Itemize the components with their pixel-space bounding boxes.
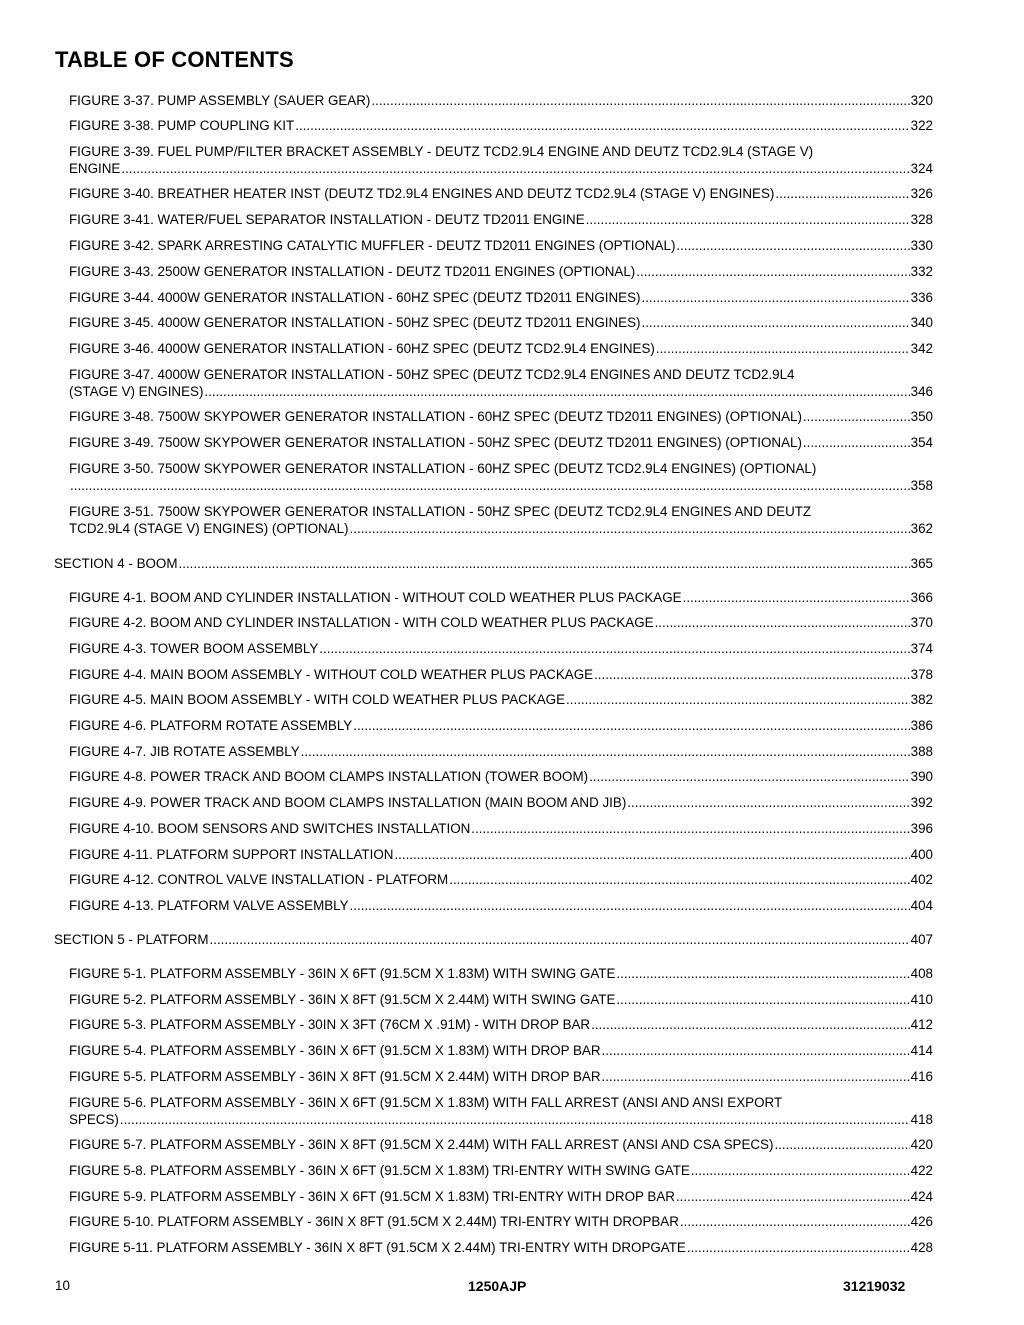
footer-page-number: 10 <box>55 1278 70 1293</box>
dot-leader <box>602 1068 910 1085</box>
toc-page-number: 390 <box>910 769 933 784</box>
dot-leader <box>449 871 909 888</box>
toc-entry-title: FIGURE 5-4. PLATFORM ASSEMBLY - 36IN X 6FT (91.5CM X 1.83M) WITH DROP BAR <box>69 1043 601 1058</box>
toc-figure-entry[interactable] <box>69 871 933 888</box>
dot-leader <box>616 991 909 1008</box>
toc-entry-title: TCD2.9L4 (STAGE V) ENGINES) (OPTIONAL) <box>69 521 349 536</box>
toc-figure-entry[interactable] <box>69 1213 933 1230</box>
toc-entry-title: (STAGE V) ENGINES) <box>69 384 204 399</box>
dot-leader <box>656 340 910 357</box>
toc-page-number: 428 <box>910 1240 933 1255</box>
toc-page-number: 404 <box>910 898 933 913</box>
toc-entry-title: FIGURE 5-1. PLATFORM ASSEMBLY - 36IN X 6FT (91.5CM X 1.83M) WITH SWING GATE <box>69 966 616 981</box>
toc-page-number: 414 <box>910 1043 933 1058</box>
dot-leader <box>566 691 910 708</box>
toc-figure-entry[interactable] <box>69 743 933 760</box>
toc-figure-entry[interactable] <box>69 640 933 657</box>
dot-leader <box>655 614 910 631</box>
page-title: TABLE OF CONTENTS <box>55 47 294 72</box>
toc-figure-entry[interactable] <box>69 1188 933 1205</box>
dot-leader <box>774 1136 909 1153</box>
toc-page-number: 342 <box>910 341 933 356</box>
toc-page-number: 410 <box>910 992 933 1007</box>
toc-entry-title: FIGURE 4-12. CONTROL VALVE INSTALLATION - PLATFORM <box>69 872 449 887</box>
toc-page-number: 388 <box>910 744 933 759</box>
toc-page-number: 326 <box>910 186 933 201</box>
dot-leader <box>121 160 909 177</box>
toc-page-number: 322 <box>910 118 933 133</box>
toc-figure-entry[interactable] <box>69 717 933 734</box>
dot-leader <box>350 897 910 914</box>
toc-entry-title: FIGURE 3-37. PUMP ASSEMBLY (SAUER GEAR) <box>69 93 371 108</box>
toc-figure-entry[interactable] <box>69 1068 933 1085</box>
toc-figure-entry[interactable] <box>69 846 933 863</box>
toc-page-number: 396 <box>910 821 933 836</box>
toc-figure-entry[interactable] <box>69 263 933 280</box>
toc-figure-entry[interactable] <box>69 185 933 202</box>
toc-figure-entry[interactable] <box>69 237 933 254</box>
dot-leader <box>319 640 909 657</box>
toc-page-number: 422 <box>910 1163 933 1178</box>
dot-leader <box>589 768 910 785</box>
toc-figure-entry[interactable] <box>69 289 933 306</box>
dot-leader <box>353 717 909 734</box>
toc-entry-title: FIGURE 5-8. PLATFORM ASSEMBLY - 36IN X 6FT (91.5CM X 1.83M) TRI-ENTRY WITH SWING GATE <box>69 1163 690 1178</box>
toc-figure-entry[interactable] <box>69 434 933 451</box>
dot-leader <box>602 1042 910 1059</box>
dot-leader <box>594 666 910 683</box>
dot-leader <box>680 1213 910 1230</box>
toc-entry-title: FIGURE 3-46. 4000W GENERATOR INSTALLATION - 60HZ SPEC (DEUTZ TCD2.9L4 ENGINES) <box>69 341 655 356</box>
toc-page-number: 370 <box>910 615 933 630</box>
dot-leader <box>471 820 909 837</box>
toc-page-number: 412 <box>910 1017 933 1032</box>
toc-entry-title: FIGURE 4-6. PLATFORM ROTATE ASSEMBLY <box>69 718 353 733</box>
dot-leader <box>676 1188 910 1205</box>
toc-page-number: 366 <box>910 590 933 605</box>
toc-page-number: 332 <box>910 264 933 279</box>
toc-entry-title: FIGURE 5-11. PLATFORM ASSEMBLY - 36IN X 8FT (91.5CM X 2.44M) TRI-ENTRY WITH DROPGATE <box>69 1240 686 1255</box>
toc-figure-entry[interactable] <box>69 1136 933 1153</box>
dot-leader <box>301 743 910 760</box>
dot-leader <box>641 314 909 331</box>
dot-leader <box>371 92 909 109</box>
toc-entry-title: FIGURE 4-10. BOOM SENSORS AND SWITCHES INSTALLATION <box>69 821 471 836</box>
toc-entry-title: FIGURE 4-1. BOOM AND CYLINDER INSTALLATION - WITHOUT COLD WEATHER PLUS PACKAGE <box>69 590 682 605</box>
dot-leader <box>641 289 909 306</box>
toc-figure-entry[interactable] <box>69 117 933 134</box>
toc-entry-title: FIGURE 3-45. 4000W GENERATOR INSTALLATION - 50HZ SPEC (DEUTZ TD2011 ENGINES) <box>69 315 641 330</box>
toc-entry-title: FIGURE 5-3. PLATFORM ASSEMBLY - 30IN X 3FT (76CM X .91M) - WITH DROP BAR <box>69 1017 591 1032</box>
toc-entry-title: FIGURE 4-5. MAIN BOOM ASSEMBLY - WITH COLD WEATHER PLUS PACKAGE <box>69 692 566 707</box>
toc-entry-title: FIGURE 4-8. POWER TRACK AND BOOM CLAMPS INSTALLATION (TOWER BOOM) <box>69 769 589 784</box>
toc-page-number: 328 <box>910 212 933 227</box>
toc-entry-title: FIGURE 4-13. PLATFORM VALVE ASSEMBLY <box>69 898 349 913</box>
toc-figure-entry[interactable] <box>69 1042 933 1059</box>
dot-leader <box>627 794 909 811</box>
toc-entry-title: FIGURE 5-9. PLATFORM ASSEMBLY - 36IN X 6FT (91.5CM X 1.83M) TRI-ENTRY WITH DROP BAR <box>69 1189 675 1204</box>
toc-entry-title: FIGURE 5-2. PLATFORM ASSEMBLY - 36IN X 8FT (91.5CM X 2.44M) WITH SWING GATE <box>69 992 616 1007</box>
toc-entry-title: FIGURE 3-49. 7500W SKYPOWER GENERATOR INSTALLATION - 50HZ SPEC (DEUTZ TD2011 ENGINES) (OPTIONAL) <box>69 435 802 450</box>
toc-page-number: 407 <box>910 932 933 947</box>
toc-page-number: 324 <box>910 161 933 176</box>
toc-page-number: 418 <box>910 1112 933 1127</box>
toc-entry-title: FIGURE 5-6. PLATFORM ASSEMBLY - 36IN X 6FT (91.5CM X 1.83M) WITH FALL ARREST (ANSI AND ANSI EXPORT <box>69 1095 783 1110</box>
toc-figure-entry[interactable] <box>69 1016 933 1033</box>
toc-figure-entry[interactable] <box>69 768 933 785</box>
toc-entry-title: FIGURE 3-50. 7500W SKYPOWER GENERATOR INSTALLATION - 60HZ SPEC (DEUTZ TCD2.9L4 ENGINES) (OPTIONAL) <box>69 461 817 476</box>
toc-page-number: 386 <box>910 718 933 733</box>
toc-entry-title: FIGURE 3-44. 4000W GENERATOR INSTALLATION - 60HZ SPEC (DEUTZ TD2011 ENGINES) <box>69 290 641 305</box>
toc-page-number: 362 <box>910 521 933 536</box>
toc-figure-entry[interactable] <box>69 143 933 177</box>
dot-leader <box>350 520 910 537</box>
toc-figure-entry[interactable] <box>69 691 933 708</box>
footer-model: 1250AJP <box>468 1278 527 1294</box>
toc-figure-entry[interactable] <box>69 965 933 982</box>
toc-entry-title: SECTION 4 - BOOM <box>54 556 178 571</box>
dot-leader <box>803 434 910 451</box>
toc-entry-title: FIGURE 5-5. PLATFORM ASSEMBLY - 36IN X 8FT (91.5CM X 2.44M) WITH DROP BAR <box>69 1069 601 1084</box>
toc-figure-entry[interactable] <box>69 666 933 683</box>
toc-page-number: 354 <box>910 435 933 450</box>
toc-entry-title: FIGURE 3-43. 2500W GENERATOR INSTALLATION - DEUTZ TD2011 ENGINES (OPTIONAL) <box>69 264 636 279</box>
toc-entry-title: FIGURE 3-48. 7500W SKYPOWER GENERATOR INSTALLATION - 60HZ SPEC (DEUTZ TD2011 ENGINES) (OPTIONAL) <box>69 409 802 424</box>
dot-leader <box>394 846 909 863</box>
toc-page-number: 340 <box>910 315 933 330</box>
toc-entry-title: FIGURE 3-40. BREATHER HEATER INST (DEUTZ TD2.9L4 ENGINES AND DEUTZ TCD2.9L4 (STAGE V) ENGINES) <box>69 186 775 201</box>
toc-section-entry[interactable] <box>54 555 933 572</box>
toc-figure-entry[interactable] <box>69 1239 933 1256</box>
toc-page-number: 420 <box>910 1137 933 1152</box>
dot-leader <box>179 555 910 572</box>
toc-figure-entry[interactable] <box>69 897 933 914</box>
toc-entry-title: FIGURE 5-10. PLATFORM ASSEMBLY - 36IN X 8FT (91.5CM X 2.44M) TRI-ENTRY WITH DROPBAR <box>69 1214 679 1229</box>
dot-leader <box>295 117 909 134</box>
toc-entry-title: FIGURE 4-7. JIB ROTATE ASSEMBLY <box>69 744 300 759</box>
dot-leader <box>70 477 910 494</box>
toc-page-number: 346 <box>910 384 933 399</box>
toc-figure-entry[interactable] <box>69 408 933 425</box>
toc-entry-title: SPECS) <box>69 1112 119 1127</box>
toc-entry-title: ENGINE <box>69 161 121 176</box>
dot-leader <box>687 1239 910 1256</box>
toc-page-number: 408 <box>910 966 933 981</box>
toc-page-number: 365 <box>910 556 933 571</box>
toc-section-entry[interactable] <box>54 931 933 948</box>
toc-figure-entry[interactable] <box>69 92 933 109</box>
toc-figure-entry[interactable] <box>69 794 933 811</box>
toc-figure-entry[interactable] <box>69 589 933 606</box>
toc-page-number: 382 <box>910 692 933 707</box>
toc-entry-title: FIGURE 4-3. TOWER BOOM ASSEMBLY <box>69 641 319 656</box>
toc-figure-entry[interactable] <box>69 211 933 228</box>
dot-leader <box>591 1016 910 1033</box>
toc-page-number: 330 <box>910 238 933 253</box>
toc-entry-title: FIGURE 3-47. 4000W GENERATOR INSTALLATION - 50HZ SPEC (DEUTZ TCD2.9L4 ENGINES AND DEUTZ TCD2.9L4 <box>69 367 795 382</box>
toc-entry-title: FIGURE 4-11. PLATFORM SUPPORT INSTALLATION <box>69 847 394 862</box>
toc-page-number: 336 <box>910 290 933 305</box>
toc-entry-title: SECTION 5 - PLATFORM <box>54 932 209 947</box>
toc-entry-title: FIGURE 4-9. POWER TRACK AND BOOM CLAMPS INSTALLATION (MAIN BOOM AND JIB) <box>69 795 627 810</box>
toc-entry-title: FIGURE 4-4. MAIN BOOM ASSEMBLY - WITHOUT COLD WEATHER PLUS PACKAGE <box>69 667 594 682</box>
toc-entry-title: FIGURE 3-42. SPARK ARRESTING CATALYTIC MUFFLER - DEUTZ TD2011 ENGINES (OPTIONAL) <box>69 238 676 253</box>
toc-page-number: 416 <box>910 1069 933 1084</box>
dot-leader <box>204 383 909 400</box>
toc-page-number: 350 <box>910 409 933 424</box>
dot-leader <box>210 931 910 948</box>
toc-entry-title: FIGURE 4-2. BOOM AND CYLINDER INSTALLATION - WITH COLD WEATHER PLUS PACKAGE <box>69 615 654 630</box>
dot-leader <box>803 408 910 425</box>
toc-page-number: 320 <box>910 93 933 108</box>
toc-figure-entry[interactable] <box>69 503 933 537</box>
toc-figure-entry[interactable] <box>69 614 933 631</box>
dot-leader <box>636 263 909 280</box>
toc-page-number: 374 <box>910 641 933 656</box>
dot-leader <box>616 965 909 982</box>
toc-page-number: 392 <box>910 795 933 810</box>
toc-figure-entry[interactable] <box>69 991 933 1008</box>
dot-leader <box>683 589 910 606</box>
toc-figure-entry[interactable] <box>69 340 933 357</box>
toc-page-number: 402 <box>910 872 933 887</box>
toc-entry-title: FIGURE 3-38. PUMP COUPLING KIT <box>69 118 295 133</box>
toc-page-number: 400 <box>910 847 933 862</box>
toc-page-number: 358 <box>910 478 933 493</box>
dot-leader <box>676 237 909 254</box>
toc-figure-entry[interactable] <box>69 460 933 494</box>
dot-leader <box>120 1111 910 1128</box>
toc-entry-title: FIGURE 3-41. WATER/FUEL SEPARATOR INSTALLATION - DEUTZ TD2011 ENGINE <box>69 212 585 227</box>
dot-leader <box>586 211 910 228</box>
toc-entry-title: FIGURE 3-51. 7500W SKYPOWER GENERATOR INSTALLATION - 50HZ SPEC (DEUTZ TCD2.9L4 ENGINES AND DEUTZ <box>69 504 812 519</box>
toc-figure-entry[interactable] <box>69 314 933 331</box>
toc-figure-entry[interactable] <box>69 820 933 837</box>
toc-page-number: 378 <box>910 667 933 682</box>
dot-leader <box>775 185 909 202</box>
footer-document-number: 31219032 <box>843 1278 906 1294</box>
toc-figure-entry[interactable] <box>69 1094 933 1128</box>
toc-page-number: 426 <box>910 1214 933 1229</box>
toc-page-number: 424 <box>910 1189 933 1204</box>
toc-entry-title: FIGURE 5-7. PLATFORM ASSEMBLY - 36IN X 8FT (91.5CM X 2.44M) WITH FALL ARREST (ANSI AND CSA SPECS) <box>69 1137 774 1152</box>
toc-figure-entry[interactable] <box>69 1162 933 1179</box>
toc-figure-entry[interactable] <box>69 366 933 400</box>
dot-leader <box>691 1162 910 1179</box>
toc-entry-title: FIGURE 3-39. FUEL PUMP/FILTER BRACKET ASSEMBLY - DEUTZ TCD2.9L4 ENGINE AND DEUTZ TCD2.9L4 (STAGE V) <box>69 144 814 159</box>
